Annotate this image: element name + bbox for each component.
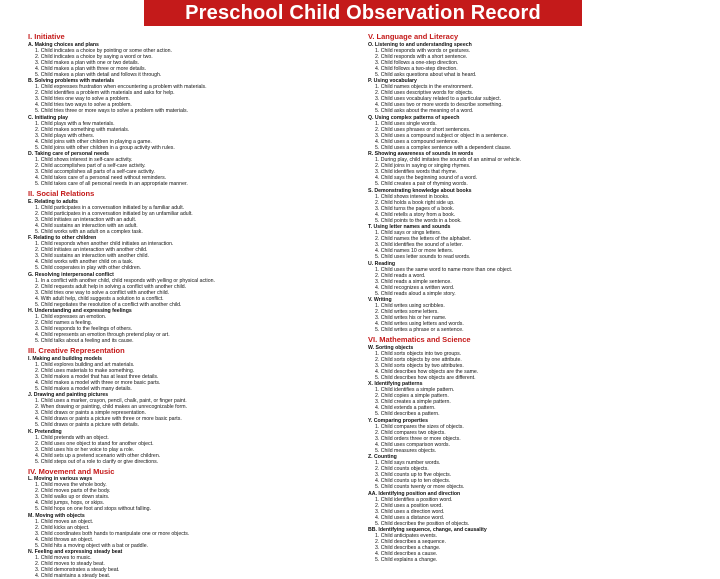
observation-item: 1. Child pretends with an object. (28, 435, 368, 441)
observation-item: 1. Child compares the sizes of objects. (368, 424, 708, 430)
observation-group (28, 115, 368, 151)
observation-item: 4. Child throws an object. (28, 537, 368, 543)
observation-item: 3. Child plays with others. (28, 133, 368, 139)
observation-item: 2. Child uses phrases or short sentences. (368, 127, 708, 133)
observation-item: 2. Child copies a simple pattern. (368, 393, 708, 399)
right-column (368, 30, 708, 540)
observation-item: 4. Child uses a distance word. (368, 515, 708, 521)
observation-item: 3. Child accomplishes all parts of a self-care activity. (28, 169, 368, 175)
observation-item: 4. Child draws or paints a picture with three or more basic parts. (28, 416, 368, 422)
observation-group (368, 454, 708, 490)
observation-item: 1. During play, child imitates the sounds of an animal or vehicle. (368, 157, 708, 163)
observation-item: 2. When drawing or painting, child makes an unrecognizable form. (28, 404, 368, 410)
observation-group (368, 188, 708, 224)
observation-item: 3. Child writes his or her name. (368, 315, 708, 321)
observation-item: 3. Child reads a simple sentence. (368, 279, 708, 285)
observation-item: 1. Child names objects in the environment. (368, 84, 708, 90)
observation-item: 5. Child hits a moving object with a bat or paddle. (28, 543, 368, 549)
group-label: O. Listening to and understanding speech (368, 42, 708, 48)
observation-item: 5. Child points to the words in a book. (368, 218, 708, 224)
observation-item: 3. Child describes a change. (368, 545, 708, 551)
observation-item: 5. Child counts twenty or more objects. (368, 484, 708, 490)
observation-item: 3. Child follows a one-step direction. (368, 60, 708, 66)
group-label: X. Identifying patterns (368, 381, 708, 387)
observation-item: 3. Child sorts objects by two attributes. (368, 363, 708, 369)
observation-item: 4. Child takes care of a personal need without reminders. (28, 175, 368, 181)
observation-group (28, 78, 368, 114)
observation-item: 5. Child uses letter sounds to read words. (368, 254, 708, 260)
observation-group (28, 392, 368, 428)
observation-item: 2. Child moves parts of the body. (28, 488, 368, 494)
observation-item: 4. Child extends a pattern. (368, 405, 708, 411)
observation-item: 3. Child walks up or down stairs. (28, 494, 368, 500)
title-banner (144, 0, 582, 26)
observation-item: 4. Child sustains an interaction with an adult. (28, 223, 368, 229)
group-label: G. Resolving interpersonal conflict (28, 272, 368, 278)
observation-group (28, 199, 368, 235)
group-label: Q. Using complex patterns of speech (368, 115, 708, 121)
observation-item: 1. Child moves the whole body. (28, 482, 368, 488)
observation-item: 1. Child identifies a simple pattern. (368, 387, 708, 393)
observation-group (28, 476, 368, 512)
observation-group (28, 308, 368, 344)
observation-item: 1. Child moves an object. (28, 519, 368, 525)
observation-item: 2. Child compares two objects. (368, 430, 708, 436)
group-label: AA. Identifying position and direction (368, 491, 708, 497)
left-column (28, 30, 368, 540)
observation-item: 4. Child uses comparison words. (368, 442, 708, 448)
observation-item: 4. Child describes a cause. (368, 551, 708, 557)
observation-item: 1. Child shows interest in books. (368, 194, 708, 200)
observation-item: 4. Child maintains a steady beat. (28, 573, 368, 579)
observation-item: 4. Child jumps, hops, or skips. (28, 500, 368, 506)
observation-group (368, 418, 708, 454)
observation-item: 3. Child tries one way to solve a conflict with another child. (28, 290, 368, 296)
observation-item: 2. Child requests adult help in solving a conflict with another child. (28, 284, 368, 290)
observation-item: 5. Child steps out of a role to clarify or give directions. (28, 459, 368, 465)
observation-item: 2. Child moves to steady beat. (28, 561, 368, 567)
section-block (28, 32, 368, 187)
observation-item: 5. Child measures objects. (368, 448, 708, 454)
observation-item: 1. Child expresses an emotion. (28, 314, 368, 320)
observation-item: 2. Child identifies a problem with materials and asks for help. (28, 90, 368, 96)
observation-item: 1. Child sorts objects into two groups. (368, 351, 708, 357)
group-label: C. Initiating play (28, 115, 368, 121)
observation-item: 3. Child sustains an interaction with another child. (28, 253, 368, 259)
section-heading: V. Language and Literacy (368, 32, 708, 41)
observation-item: 2. Child kicks an object. (28, 525, 368, 531)
observation-item: 3. Child coordinates both hands to manipulate one or more objects. (28, 531, 368, 537)
observation-group (368, 345, 708, 381)
observation-item: 1. Child shows interest in self-care activity. (28, 157, 368, 163)
observation-item: 5. Child draws or paints a picture with details. (28, 422, 368, 428)
observation-item: 4. Child names 10 or more letters. (368, 248, 708, 254)
observation-group (28, 549, 368, 579)
section-block (28, 189, 368, 344)
observation-item: 5. Child describes the position of objects. (368, 521, 708, 527)
observation-group (28, 429, 368, 465)
observation-item: 3. Child draws or paints a simple representation. (28, 410, 368, 416)
observation-item: 2. Child accomplishes part of a self-care activity. (28, 163, 368, 169)
observation-item: 4. Child works with another child on a task. (28, 259, 368, 265)
observation-item: 1. Child writes using scribbles. (368, 303, 708, 309)
observation-item: 4. Child writes using letters and words. (368, 321, 708, 327)
observation-group (368, 42, 708, 78)
observation-group (368, 261, 708, 297)
observation-item: 2. Child describes a sequence. (368, 539, 708, 545)
group-label: L. Moving in various ways (28, 476, 368, 482)
observation-item: 4. Child uses two or more words to describe something. (368, 102, 708, 108)
observation-item: 5. Child asks questions about what is heard. (368, 72, 708, 78)
observation-item: 5. Child writes a phrase or a sentence. (368, 327, 708, 333)
observation-item: 2. Child participates in a conversation initiated by an unfamiliar adult. (28, 211, 368, 217)
observation-item: 1. Child responds when another child initiates an interaction. (28, 241, 368, 247)
observation-item: 1. Child moves to music. (28, 555, 368, 561)
group-label: U. Reading (368, 261, 708, 267)
group-label: J. Drawing and painting pictures (28, 392, 368, 398)
observation-item: 1. Child indicates a choice by pointing or some other action. (28, 48, 368, 54)
section-block (28, 467, 368, 579)
observation-item: 5. Child explains a change. (368, 557, 708, 563)
group-label: V. Writing (368, 297, 708, 303)
observation-item: 2. Child reads a word. (368, 273, 708, 279)
observation-item: 2. Child joins in saying or singing rhymes. (368, 163, 708, 169)
observation-item: 2. Child names the letters of the alphabet. (368, 236, 708, 242)
group-label: E. Relating to adults (28, 199, 368, 205)
observation-item: 5. Child works with an adult on a complex task. (28, 229, 368, 235)
observation-item: 1. Child plays with a few materials. (28, 121, 368, 127)
observation-group (368, 297, 708, 333)
observation-item: 1. Child says or sings letters. (368, 230, 708, 236)
observation-item: 1. In a conflict with another child, child responds with yelling or physical action. (28, 278, 368, 284)
observation-item: 2. Child sorts objects by one attribute. (368, 357, 708, 363)
observation-item: 4. Child uses a compound sentence. (368, 139, 708, 145)
observation-item: 1. Child uses the same word to name more than one object. (368, 267, 708, 273)
observation-item: 1. Child says number words. (368, 460, 708, 466)
observation-item: 2. Child initiates an interaction with another child. (28, 247, 368, 253)
observation-item: 3. Child turns the pages of a book. (368, 206, 708, 212)
observation-item: 4. Child recognizes a written word. (368, 285, 708, 291)
section-heading: III. Creative Representation (28, 346, 368, 355)
section-block (368, 32, 708, 333)
observation-item: 1. Child responds with words or gestures. (368, 48, 708, 54)
observation-item: 4. Child makes a model with three or more basic parts. (28, 380, 368, 386)
observation-item: 1. Child uses single words. (368, 121, 708, 127)
observation-group (28, 42, 368, 78)
section-heading: II. Social Relations (28, 189, 368, 198)
observation-item: 5. Child takes care of all personal needs in an appropriate manner. (28, 181, 368, 187)
observation-item: 5. Child joins with other children in a group activity with rules. (28, 145, 368, 151)
observation-item: 5. Child tries three or more ways to solve a problem with materials. (28, 108, 368, 114)
group-label: F. Relating to other children (28, 235, 368, 241)
observation-item: 5. Child creates a pair of rhyming words. (368, 181, 708, 187)
observation-group (368, 491, 708, 527)
observation-item: 2. Child holds a book right side up. (368, 200, 708, 206)
group-label: R. Showing awareness of sounds in words (368, 151, 708, 157)
observation-item: 3. Child counts up to five objects. (368, 472, 708, 478)
observation-item: 1. Child uses a marker, crayon, pencil, chalk, paint, or finger paint. (28, 398, 368, 404)
observation-item: 3. Child uses a direction word. (368, 509, 708, 515)
observation-item: 4. Child tries two ways to solve a problem. (28, 102, 368, 108)
observation-item: 3. Child uses vocabulary related to a particular subject. (368, 96, 708, 102)
observation-item: 5. Child makes a plan with detail and follows it through. (28, 72, 368, 78)
observation-group (368, 115, 708, 151)
group-label: K. Pretending (28, 429, 368, 435)
observation-item: 1. Child identifies a position word. (368, 497, 708, 503)
observation-group (28, 513, 368, 549)
observation-item: 5. Child asks about the meaning of a word. (368, 108, 708, 114)
observation-item: 4. Child describes how objects are the same. (368, 369, 708, 375)
observation-item: 5. Child describes a pattern. (368, 411, 708, 417)
observation-item: 5. Child negotiates the resolution of a conflict with another child. (28, 302, 368, 308)
observation-group (368, 527, 708, 563)
observation-item: 4. Child represents an emotion through pretend play or art. (28, 332, 368, 338)
group-label: I. Making and building models (28, 356, 368, 362)
group-label: N. Feeling and expressing steady beat (28, 549, 368, 555)
group-label: BB. Identifying sequence, change, and causality (368, 527, 708, 533)
observation-item: 3. Child creates a simple pattern. (368, 399, 708, 405)
group-label: H. Understanding and expressing feelings (28, 308, 368, 314)
group-label: Y. Comparing properties (368, 418, 708, 424)
section-block (28, 346, 368, 465)
observation-item: 1. Child explores building and art materials. (28, 362, 368, 368)
observation-item: 4. Child retells a story from a book. (368, 212, 708, 218)
page-title: Preschool Child Observation Record (185, 2, 541, 25)
observation-item: 3. Child tries one way to solve a problem. (28, 96, 368, 102)
group-label: M. Moving with objects (28, 513, 368, 519)
observation-item: 3. Child makes a plan with one or two details. (28, 60, 368, 66)
observation-item: 5. Child uses a complex sentence with a dependent clause. (368, 145, 708, 151)
section-heading: IV. Movement and Music (28, 467, 368, 476)
observation-item: 2. Child writes some letters. (368, 309, 708, 315)
group-label: A. Making choices and plans (28, 42, 368, 48)
section-heading: I. Initiative (28, 32, 368, 41)
observation-item: 5. Child makes a model with many details. (28, 386, 368, 392)
group-label: W. Sorting objects (368, 345, 708, 351)
observation-item: 4. Child sets up a pretend scenario with other children. (28, 453, 368, 459)
observation-group (28, 272, 368, 308)
observation-item: 2. Child indicates a choice by saying a word or two. (28, 54, 368, 60)
observation-group (368, 151, 708, 187)
observation-item: 3. Child identifies the sound of a letter. (368, 242, 708, 248)
observation-item: 4. Child counts up to ten objects. (368, 478, 708, 484)
observation-item: 2. Child names a feeling. (28, 320, 368, 326)
observation-item: 5. Child cooperates in play with other children. (28, 265, 368, 271)
observation-item: 2. Child uses descriptive words for objects. (368, 90, 708, 96)
observation-item: 3. Child orders three or more objects. (368, 436, 708, 442)
observation-item: 5. Child talks about a feeling and its cause. (28, 338, 368, 344)
observation-item: 1. Child participates in a conversation initiated by a familiar adult. (28, 205, 368, 211)
observation-item: 2. Child uses one object to stand for another object. (28, 441, 368, 447)
observation-item: 3. Child responds to the feelings of others. (28, 326, 368, 332)
observation-group (28, 151, 368, 187)
observation-item: 3. Child identifies words that rhyme. (368, 169, 708, 175)
observation-item: 2. Child responds with a short sentence. (368, 54, 708, 60)
observation-item: 4. With adult help, child suggests a solution to a conflict. (28, 296, 368, 302)
observation-item: 1. Child anticipates events. (368, 533, 708, 539)
observation-item: 2. Child uses materials to make something. (28, 368, 368, 374)
observation-item: 3. Child makes a model that has at least three details. (28, 374, 368, 380)
observation-group (368, 381, 708, 417)
group-label: B. Solving problems with materials (28, 78, 368, 84)
observation-item: 4. Child makes a plan with three or more details. (28, 66, 368, 72)
observation-item: 5. Child reads aloud a simple story. (368, 291, 708, 297)
section-block (368, 335, 708, 563)
group-label: Z. Counting (368, 454, 708, 460)
observation-group (28, 356, 368, 392)
section-heading: VI. Mathematics and Science (368, 335, 708, 344)
group-label: S. Demonstrating knowledge about books (368, 188, 708, 194)
observation-item: 3. Child initiates an interaction with an adult. (28, 217, 368, 223)
observation-item: 3. Child demonstrates a steady beat. (28, 567, 368, 573)
observation-item: 1. Child expresses frustration when encountering a problem with materials. (28, 84, 368, 90)
observation-group (368, 78, 708, 114)
observation-item: 4. Child says the beginning sound of a word. (368, 175, 708, 181)
observation-item: 3. Child uses a compound subject or object in a sentence. (368, 133, 708, 139)
observation-item: 5. Child describes how objects are different. (368, 375, 708, 381)
group-label: T. Using letter names and sounds (368, 224, 708, 230)
observation-group (368, 224, 708, 260)
group-label: P. Using vocabulary (368, 78, 708, 84)
observation-item: 2. Child makes something with materials. (28, 127, 368, 133)
observation-item: 3. Child uses his or her voice to play a role. (28, 447, 368, 453)
observation-group (28, 235, 368, 271)
observation-item: 5. Child hops on one foot and stops without falling. (28, 506, 368, 512)
observation-item: 2. Child counts objects. (368, 466, 708, 472)
observation-item: 4. Child joins with other children in playing a game. (28, 139, 368, 145)
group-label: D. Taking care of personal needs (28, 151, 368, 157)
observation-item: 4. Child follows a two-step direction. (368, 66, 708, 72)
observation-item: 2. Child uses a position word. (368, 503, 708, 509)
